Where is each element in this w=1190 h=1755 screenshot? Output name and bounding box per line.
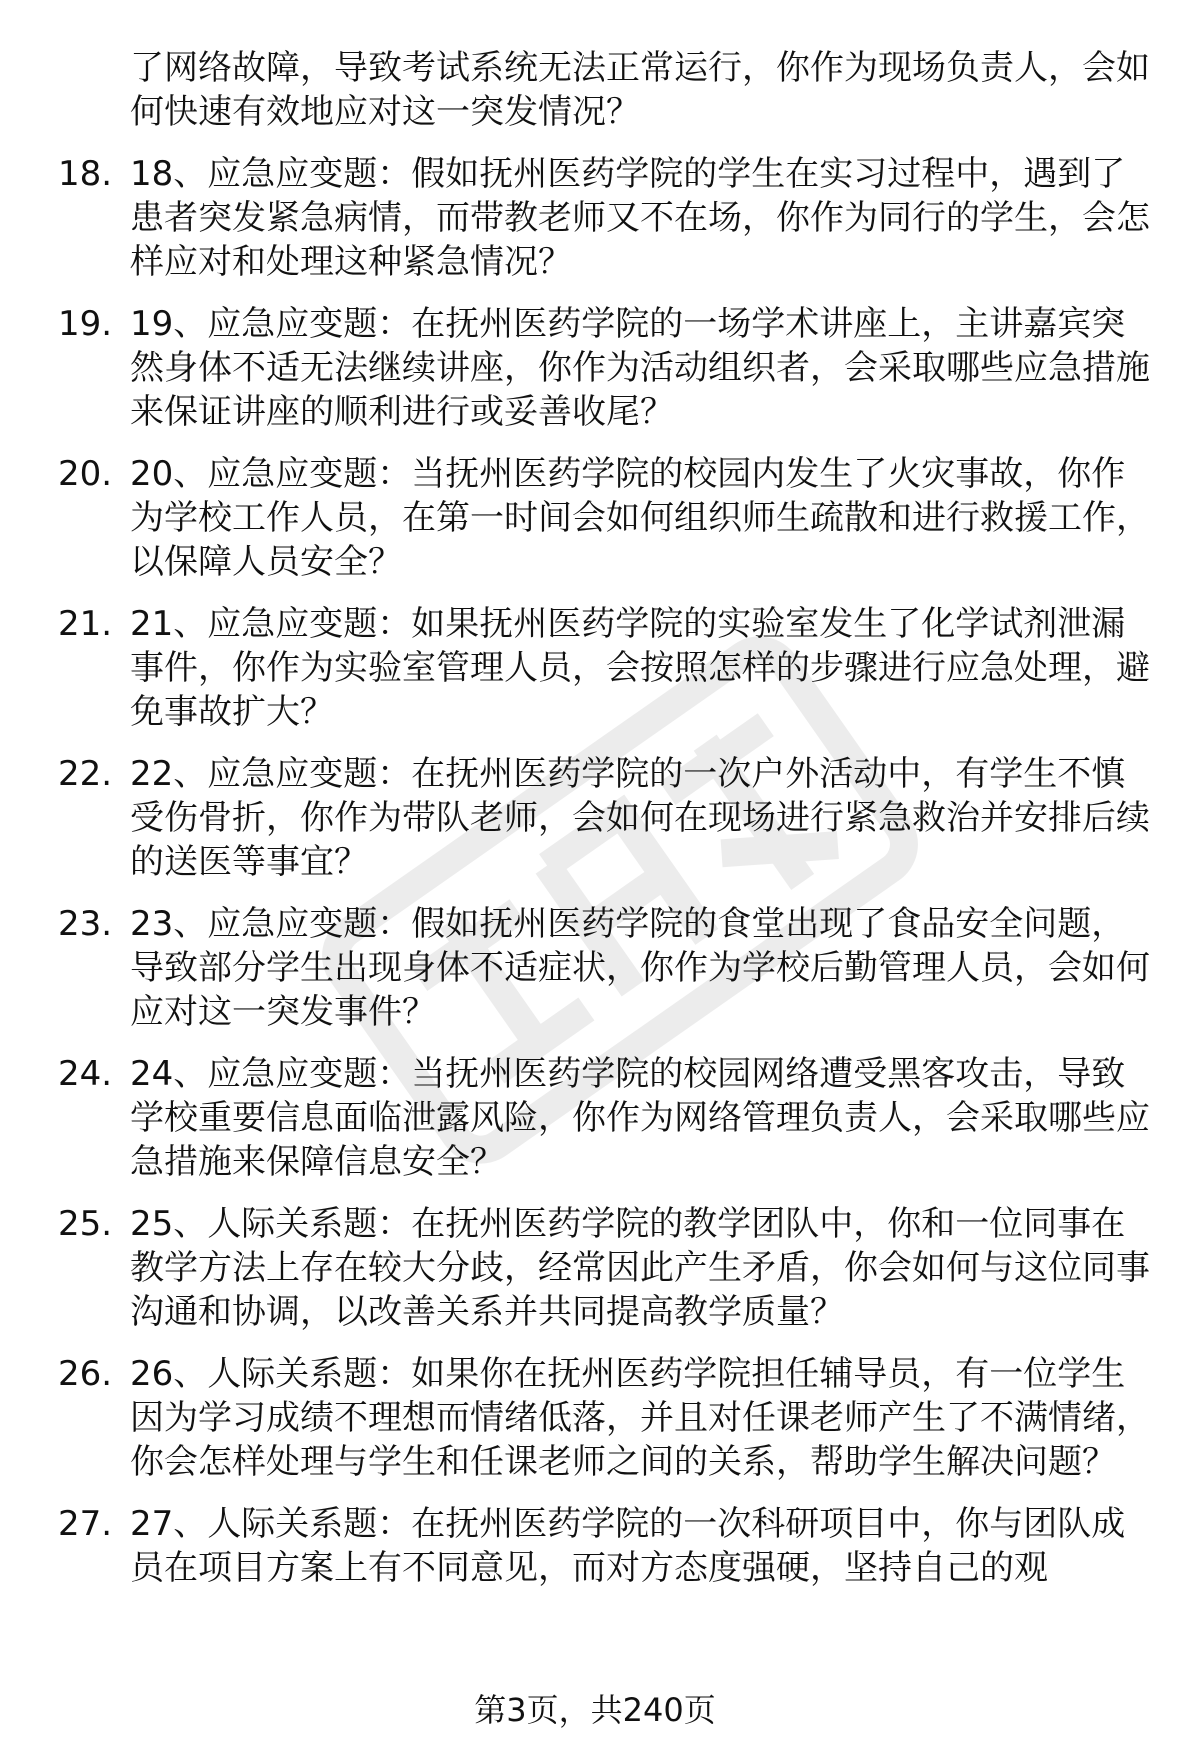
list-item-text: 26、人际关系题：如果你在抚州医药学院担任辅导员，有一位学生因为学习成绩不理想而情绪低落，并且对任课老师产生了不满情绪，你会怎样处理与学生和任课老师之间的关系，帮助学生解决问题？ (130, 1354, 1150, 1482)
continued-question-text: 了网络故障，导致考试系统无法正常运行，你作为现场负责人，会如何快速有效地应对这一突发情况？ (130, 48, 1150, 132)
list-item-number: 25. (58, 1204, 113, 1244)
list-item-number: 21. (58, 604, 113, 644)
list-item (58, 1202, 1150, 1334)
list-item (58, 902, 1150, 1034)
list-item (58, 302, 1150, 434)
page-footer: 第3页，共240页 (474, 1691, 716, 1729)
list-item-text: 18、应急应变题：假如抚州医药学院的学生在实习过程中，遇到了患者突发紧急病情，而带教老师又不在场，你作为同行的学生，会怎样应对和处理这种紧急情况？ (130, 154, 1150, 282)
list-item-number: 24. (58, 1054, 113, 1094)
list-item-number: 18. (58, 154, 113, 194)
list-item-text: 22、应急应变题：在抚州医药学院的一次户外活动中，有学生不慎受伤骨折，你作为带队老师，会如何在现场进行紧急救治并安排后续的送医等事宜？ (130, 754, 1150, 882)
list-item (58, 1502, 1150, 1590)
list-item-number: 20. (58, 454, 113, 494)
list-item (58, 752, 1150, 884)
list-item (58, 152, 1150, 284)
list-item-number: 27. (58, 1504, 113, 1544)
list-item-text: 23、应急应变题：假如抚州医药学院的食堂出现了食品安全问题，导致部分学生出现身体不适症状，你作为学校后勤管理人员，会如何应对这一突发事件？ (130, 904, 1150, 1032)
list-item-number: 26. (58, 1354, 113, 1394)
list-item-number: 23. (58, 904, 113, 944)
list-item-text: 20、应急应变题：当抚州医药学院的校园内发生了火灾事故，你作为学校工作人员，在第一时间会如何组织师生疏散和进行救援工作，以保障人员安全？ (130, 454, 1150, 582)
list-item-text: 24、应急应变题：当抚州医药学院的校园网络遭受黑客攻击，导致学校重要信息面临泄露风险，你作为网络管理负责人，会采取哪些应急措施来保障信息安全？ (130, 1054, 1150, 1182)
list-item-number: 22. (58, 754, 113, 794)
list-item-text: 25、人际关系题：在抚州医药学院的教学团队中，你和一位同事在教学方法上存在较大分歧，经常因此产生矛盾，你会如何与这位同事沟通和协调，以改善关系并共同提高教学质量？ (130, 1204, 1150, 1332)
list-item-text: 19、应急应变题：在抚州医药学院的一场学术讲座上，主讲嘉宾突然身体不适无法继续讲座，你作为活动组织者，会采取哪些应急措施来保证讲座的顺利进行或妥善收尾？ (130, 304, 1150, 432)
list-item (58, 452, 1150, 584)
list-item-number: 19. (58, 304, 113, 344)
question-list (58, 46, 1150, 1608)
list-item-text: 21、应急应变题：如果抚州医药学院的实验室发生了化学试剂泄漏事件，你作为实验室管理人员，会按照怎样的步骤进行应急处理，避免事故扩大？ (130, 604, 1150, 732)
list-item (58, 1052, 1150, 1184)
list-item-text: 27、人际关系题：在抚州医药学院的一次科研项目中，你与团队成员在项目方案上有不同意见，而对方态度强硬，坚持自己的观 (130, 1504, 1126, 1588)
list-item (58, 1352, 1150, 1484)
list-item (58, 602, 1150, 734)
